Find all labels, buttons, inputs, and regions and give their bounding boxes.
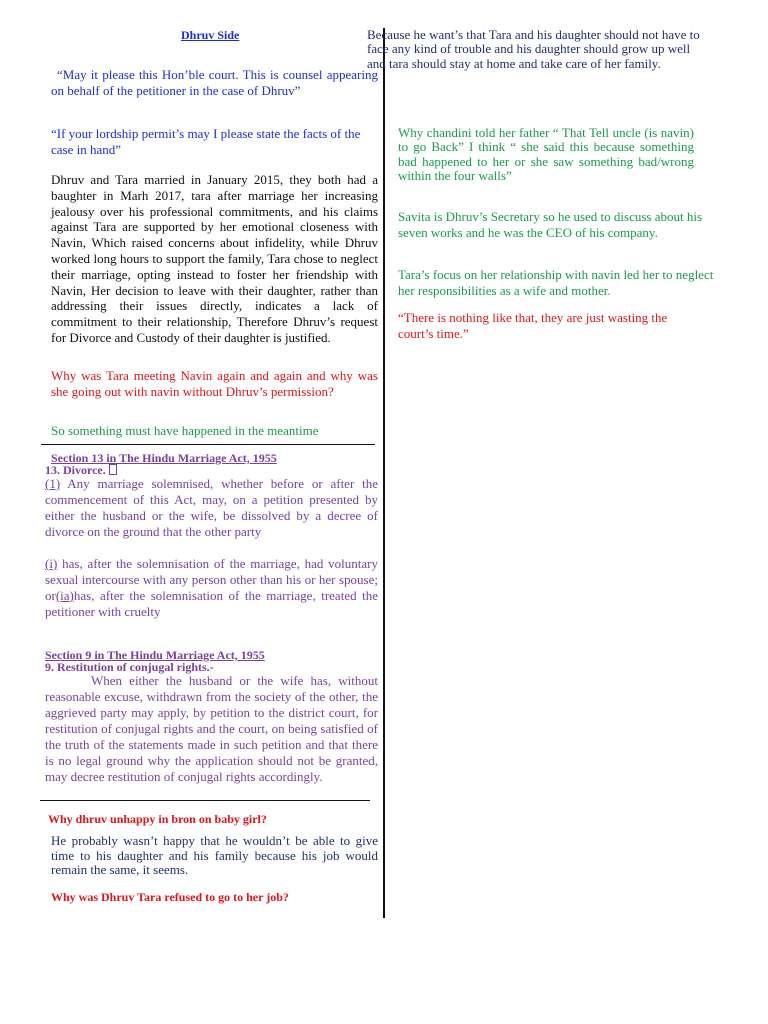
- section9-title: Section 9 in The Hindu Marriage Act, 1955: [45, 648, 265, 662]
- section13-title: Section 13 in The Hindu Marriage Act, 1955: [51, 451, 277, 465]
- section9-subtitle: 9. Restitution of conjugal rights.-: [45, 660, 214, 674]
- question-tara-meeting: Why was Tara meeting Navin again and again and why was she going out with navin without Dhruv’s permission?: [51, 368, 378, 399]
- clause-number-ia: (ia): [55, 588, 74, 603]
- clause-ia-text: has, after the solemnisation of the marriage, treated the petitioner with cruelty: [45, 588, 378, 619]
- question-tara-job: Why was Dhruv Tara refused to go to her job?: [51, 890, 289, 904]
- clause-number-i: (i): [45, 556, 58, 571]
- clause-i-text: has, after the solemnisation of the marriage, had voluntary sexual intercourse with any person other than his or her spouse; or: [45, 556, 378, 603]
- question-baby-girl: Why dhruv unhappy in bron on baby girl?: [48, 812, 267, 826]
- column-divider: [383, 28, 385, 918]
- wasting-time-quote: “There is nothing like that, they are just wasting the court’s time.”: [398, 310, 668, 341]
- opening-quote: “May it please this Hon’ble court. This is counsel appearing on behalf of the petitioner in the case of Dhruv”: [51, 67, 378, 98]
- glyph-box-icon: [109, 464, 117, 475]
- permission-quote: “If your lordship permit’s may I please state the facts of the case in hand”: [51, 126, 361, 157]
- tara-focus-note: Tara’s focus on her relationship with navin led her to neglect her responsibilities as a wife and mother.: [398, 267, 714, 298]
- savita-note: Savita is Dhruv’s Secretary so he used to discuss about his seven works and he was the CEO of his company.: [398, 209, 703, 240]
- clause-number-1: (1): [45, 476, 61, 491]
- section13-subtitle-text: 13. Divorce.: [45, 463, 109, 477]
- note-meantime: So something must have happened in the meantime: [51, 423, 319, 438]
- section13-clause-1: [45, 476, 378, 540]
- answer-baby-girl: He probably wasn’t happy that he wouldn’t be able to give time to his daughter and his family because his job would remain the same, it seems.: [51, 833, 378, 877]
- case-facts: Dhruv and Tara married in January 2015, they both had a baughter in Marh 2017, tara after marriage her increasing jealousy over his professional commitments, and his claims against Tara are supported by her emotional closeness with Navin, Which raised concerns about infidelity, while Dhruv worked long hours to support the family, Tara chose to neglect their marriage, opting instead to foster her friendship with Navin, Her decision to leave with their daughter, rather than addressing their issues directly, indicates a lack of commitment to their relationship, Therefore Dhruv’s request for Divorce and Custody of their daughter is justified.: [51, 172, 378, 345]
- reason-paragraph: Because he want’s that Tara and his daughter should not have to face any kind of trouble and his daughter should grow up well and tara should stay at home and take care of her family.: [367, 27, 700, 71]
- section-rule-bottom: [40, 800, 370, 801]
- section9-body: When either the husband or the wife has, without reasonable excuse, withdrawn from the society of the other, the aggrieved party may apply, by petition to the district court, for restitution of conjugal rights and the court, on being satisfied of the truth of the statements made in such petition and that there is no legal ground why the application should not be granted, may decree restitution of conjugal rights accordingly.: [45, 673, 378, 784]
- clause-1-text: Any marriage solemnised, whether before or after the commencement of this Act, may, on a petition presented by either the husband or the wife, be dissolved by a decree of divorce on the ground that the other party: [45, 476, 378, 539]
- chandini-question: Why chandini told her father “ That Tell uncle (is navin) to go Back” I think “ she said this because something bad happened to her or she saw something bad/wrong within the four walls”: [398, 125, 694, 183]
- heading-dhruv-side: Dhruv Side: [181, 28, 240, 42]
- section-rule-top: [41, 444, 375, 445]
- section13-clause-i: [45, 556, 378, 620]
